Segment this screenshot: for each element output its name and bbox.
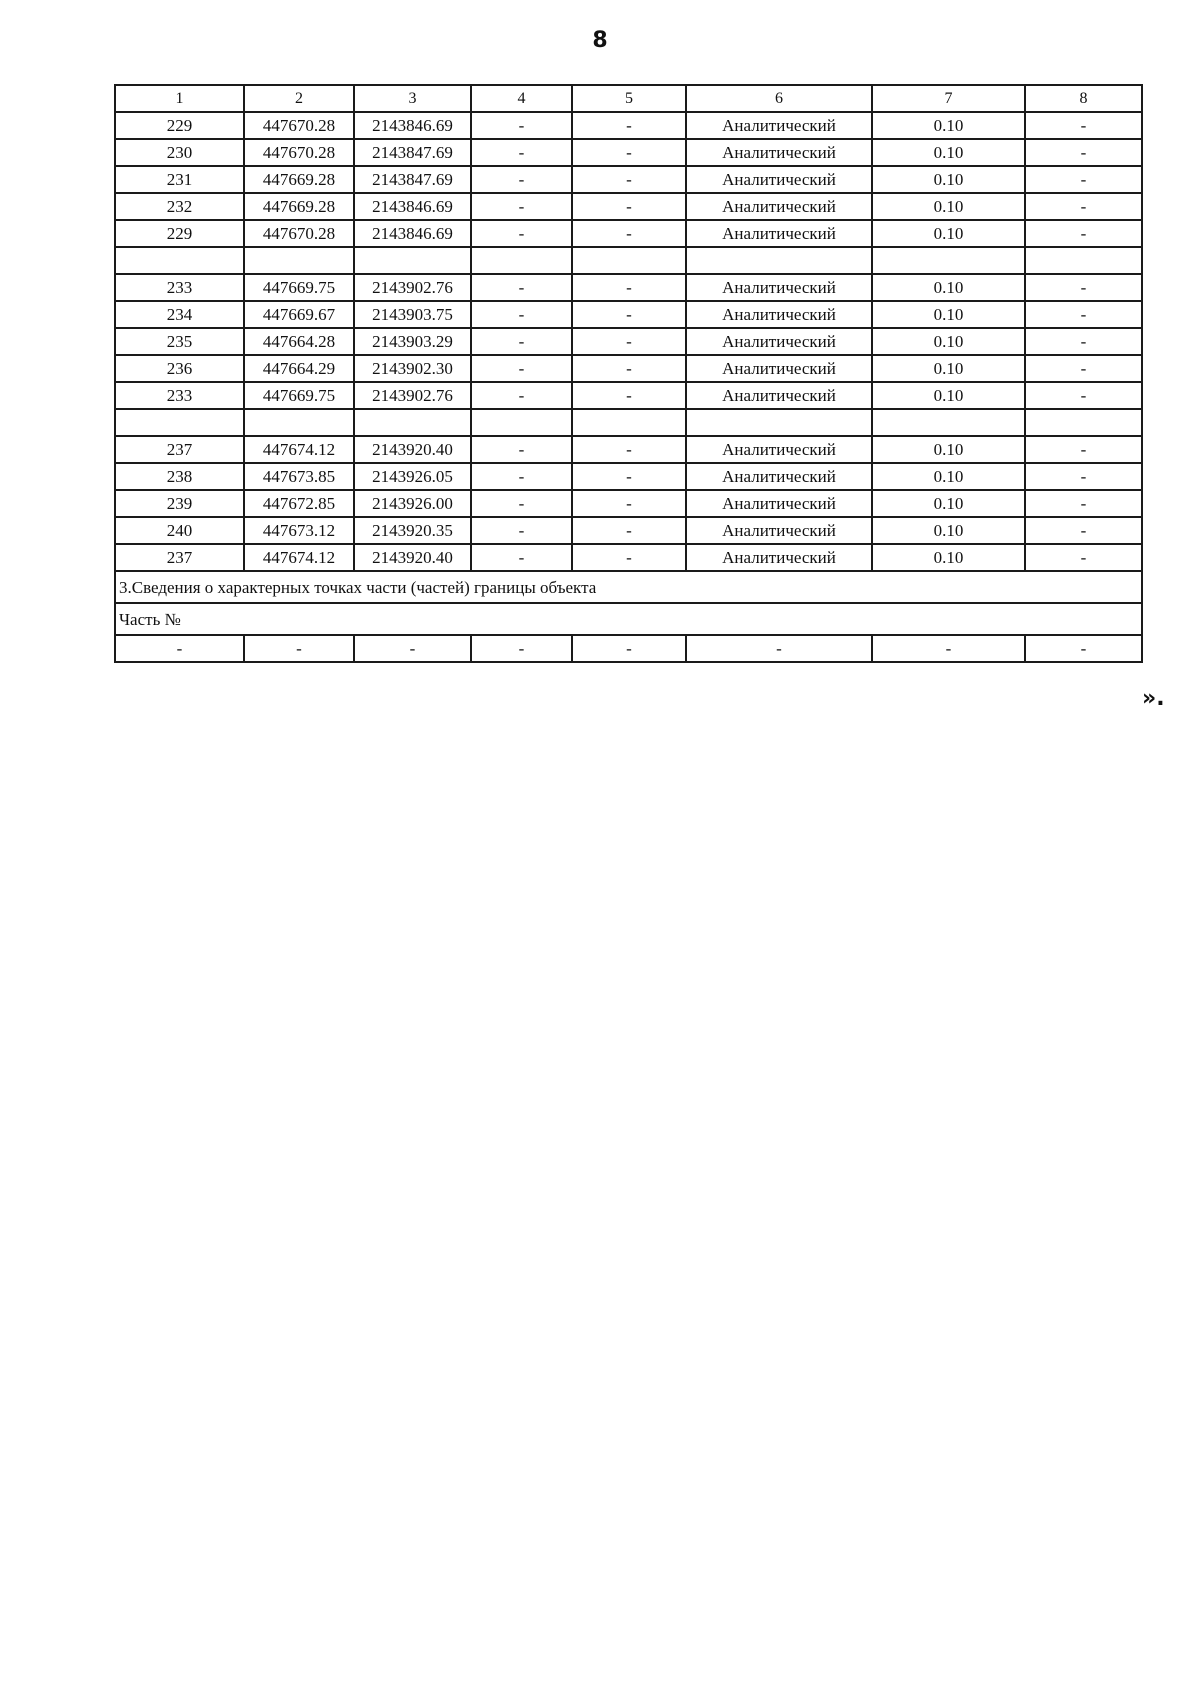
table-row (115, 139, 1142, 166)
table-cell: - (471, 355, 572, 382)
table-cell (572, 409, 686, 436)
table-cell: 2143926.05 (354, 463, 471, 490)
table-cell: 234 (115, 301, 244, 328)
table-cell: 447669.28 (244, 193, 354, 220)
header-cell: 5 (572, 85, 686, 112)
table-cell: - (572, 166, 686, 193)
table-cell: 2143920.35 (354, 517, 471, 544)
table-cell: Аналитический (686, 436, 872, 463)
section-title: 3.Сведения о характерных точках части (частей) границы объекта (115, 571, 1142, 603)
table-cell: 0.10 (872, 490, 1025, 517)
table-cell: - (471, 166, 572, 193)
table-cell: - (572, 274, 686, 301)
table-cell: 230 (115, 139, 244, 166)
table-cell: 235 (115, 328, 244, 355)
table-cell (471, 247, 572, 274)
table-cell: - (1025, 274, 1142, 301)
table-cell: Аналитический (686, 220, 872, 247)
table-cell: 447672.85 (244, 490, 354, 517)
header-cell: 3 (354, 85, 471, 112)
header-cell: 7 (872, 85, 1025, 112)
table-cell: Аналитический (686, 301, 872, 328)
table-cell: 2143902.76 (354, 382, 471, 409)
part-cell: - (115, 635, 244, 662)
table-cell: - (572, 139, 686, 166)
table-cell: Аналитический (686, 544, 872, 571)
table-row (115, 463, 1142, 490)
table-cell (872, 409, 1025, 436)
table-row (115, 220, 1142, 247)
coordinates-table (114, 84, 1143, 663)
table-cell: 447664.29 (244, 355, 354, 382)
table-cell (1025, 409, 1142, 436)
part-label: Часть № (115, 603, 1142, 635)
table-cell: - (572, 220, 686, 247)
table-cell: 2143846.69 (354, 193, 471, 220)
table-cell: - (1025, 166, 1142, 193)
table-cell (244, 247, 354, 274)
table-cell: - (1025, 463, 1142, 490)
part-data-row (115, 635, 1142, 662)
table-cell: 0.10 (872, 463, 1025, 490)
coordinates-table-body (115, 85, 1142, 662)
table-row (115, 436, 1142, 463)
table-cell: 447664.28 (244, 328, 354, 355)
table-cell: 447674.12 (244, 436, 354, 463)
table-cell: - (1025, 517, 1142, 544)
table-cell: - (1025, 139, 1142, 166)
table-cell: Аналитический (686, 355, 872, 382)
table-row (115, 382, 1142, 409)
table-cell (354, 247, 471, 274)
table-cell: 447670.28 (244, 139, 354, 166)
table-cell: 2143903.75 (354, 301, 471, 328)
table-cell: - (471, 436, 572, 463)
table-cell: Аналитический (686, 112, 872, 139)
table-cell: - (471, 517, 572, 544)
table-header-row (115, 85, 1142, 112)
table-row (115, 274, 1142, 301)
table-cell: - (471, 193, 572, 220)
table-cell: - (1025, 490, 1142, 517)
table-cell: 0.10 (872, 517, 1025, 544)
part-cell: - (686, 635, 872, 662)
table-cell (872, 247, 1025, 274)
table-cell: - (471, 274, 572, 301)
table-cell: - (471, 544, 572, 571)
table-cell: - (572, 193, 686, 220)
table-cell: 238 (115, 463, 244, 490)
table-cell: 2143847.69 (354, 166, 471, 193)
table-cell: - (471, 220, 572, 247)
header-cell: 4 (471, 85, 572, 112)
table-cell: 447673.12 (244, 517, 354, 544)
table-cell: - (1025, 301, 1142, 328)
table-cell: 2143846.69 (354, 220, 471, 247)
table-cell: 0.10 (872, 166, 1025, 193)
part-cell: - (354, 635, 471, 662)
table-cell: - (572, 436, 686, 463)
part-cell: - (1025, 635, 1142, 662)
table-cell: 237 (115, 436, 244, 463)
table-spacer-row (115, 247, 1142, 274)
table-cell: 240 (115, 517, 244, 544)
table-spacer-row (115, 409, 1142, 436)
table-cell: 447670.28 (244, 220, 354, 247)
table-row (115, 490, 1142, 517)
table-cell: 236 (115, 355, 244, 382)
table-cell (115, 247, 244, 274)
table-row (115, 112, 1142, 139)
table-row (115, 166, 1142, 193)
table-cell: - (1025, 220, 1142, 247)
table-cell: - (1025, 193, 1142, 220)
table-cell: 447669.75 (244, 382, 354, 409)
table-cell: 0.10 (872, 436, 1025, 463)
table-cell: 229 (115, 220, 244, 247)
table-cell: 0.10 (872, 220, 1025, 247)
table-cell: Аналитический (686, 382, 872, 409)
table-cell: Аналитический (686, 490, 872, 517)
table-cell (686, 247, 872, 274)
table-cell: 2143920.40 (354, 544, 471, 571)
table-cell: - (1025, 112, 1142, 139)
table-cell (1025, 247, 1142, 274)
header-cell: 6 (686, 85, 872, 112)
table-cell: Аналитический (686, 274, 872, 301)
table-row (115, 301, 1142, 328)
part-cell: - (471, 635, 572, 662)
table-cell: Аналитический (686, 463, 872, 490)
table-cell: 2143902.76 (354, 274, 471, 301)
part-cell: - (572, 635, 686, 662)
table-cell (354, 409, 471, 436)
table-cell: 2143847.69 (354, 139, 471, 166)
table-row (115, 544, 1142, 571)
table-cell: 232 (115, 193, 244, 220)
table-cell: 447669.28 (244, 166, 354, 193)
table-cell (471, 409, 572, 436)
table-row (115, 193, 1142, 220)
table-cell: - (471, 112, 572, 139)
table-cell: 237 (115, 544, 244, 571)
table-cell: 0.10 (872, 328, 1025, 355)
table-cell (686, 409, 872, 436)
header-cell: 1 (115, 85, 244, 112)
table-cell: - (572, 463, 686, 490)
table-cell: - (471, 328, 572, 355)
table-cell: 0.10 (872, 544, 1025, 571)
table-cell: - (1025, 382, 1142, 409)
part-cell: - (244, 635, 354, 662)
table-row (115, 328, 1142, 355)
table-cell: 229 (115, 112, 244, 139)
part-cell: - (872, 635, 1025, 662)
table-cell: 2143903.29 (354, 328, 471, 355)
page-number: 8 (592, 28, 608, 53)
table-cell: 0.10 (872, 355, 1025, 382)
table-cell: - (572, 355, 686, 382)
header-cell: 2 (244, 85, 354, 112)
table-cell: 0.10 (872, 274, 1025, 301)
table-cell: - (1025, 355, 1142, 382)
table-cell (244, 409, 354, 436)
table-cell: 2143902.30 (354, 355, 471, 382)
table-cell: 231 (115, 166, 244, 193)
table-cell: - (471, 463, 572, 490)
table-cell: 447670.28 (244, 112, 354, 139)
table-cell: 233 (115, 382, 244, 409)
header-cell: 8 (1025, 85, 1142, 112)
closing-quote-mark: ». (1142, 686, 1165, 711)
table-cell: - (572, 490, 686, 517)
table-cell: - (471, 382, 572, 409)
table-cell: - (1025, 436, 1142, 463)
table-cell: 2143926.00 (354, 490, 471, 517)
table-cell: Аналитический (686, 139, 872, 166)
table-cell: 0.10 (872, 139, 1025, 166)
table-cell: - (572, 112, 686, 139)
part-label-row (115, 603, 1142, 635)
table-cell: 447669.75 (244, 274, 354, 301)
table-cell: 0.10 (872, 301, 1025, 328)
table-cell: - (572, 382, 686, 409)
table-cell: 0.10 (872, 382, 1025, 409)
table-cell: Аналитический (686, 193, 872, 220)
table-cell: - (471, 490, 572, 517)
table-cell: - (471, 139, 572, 166)
table-cell: - (572, 517, 686, 544)
table-cell: - (572, 301, 686, 328)
table-cell: - (1025, 328, 1142, 355)
table-cell: - (1025, 544, 1142, 571)
table-cell: 233 (115, 274, 244, 301)
table-cell: 0.10 (872, 112, 1025, 139)
table-cell: 2143920.40 (354, 436, 471, 463)
table-cell: - (572, 328, 686, 355)
table-cell: Аналитический (686, 517, 872, 544)
table-cell: Аналитический (686, 328, 872, 355)
table-cell: 447673.85 (244, 463, 354, 490)
table-cell: 239 (115, 490, 244, 517)
table-cell (572, 247, 686, 274)
table-row (115, 355, 1142, 382)
table-cell (115, 409, 244, 436)
table-cell: 447669.67 (244, 301, 354, 328)
table-cell: 0.10 (872, 193, 1025, 220)
table-cell: 447674.12 (244, 544, 354, 571)
table-cell: - (471, 301, 572, 328)
section-title-row (115, 571, 1142, 603)
table-cell: - (572, 544, 686, 571)
table-cell: 2143846.69 (354, 112, 471, 139)
table-row (115, 517, 1142, 544)
table-cell: Аналитический (686, 166, 872, 193)
